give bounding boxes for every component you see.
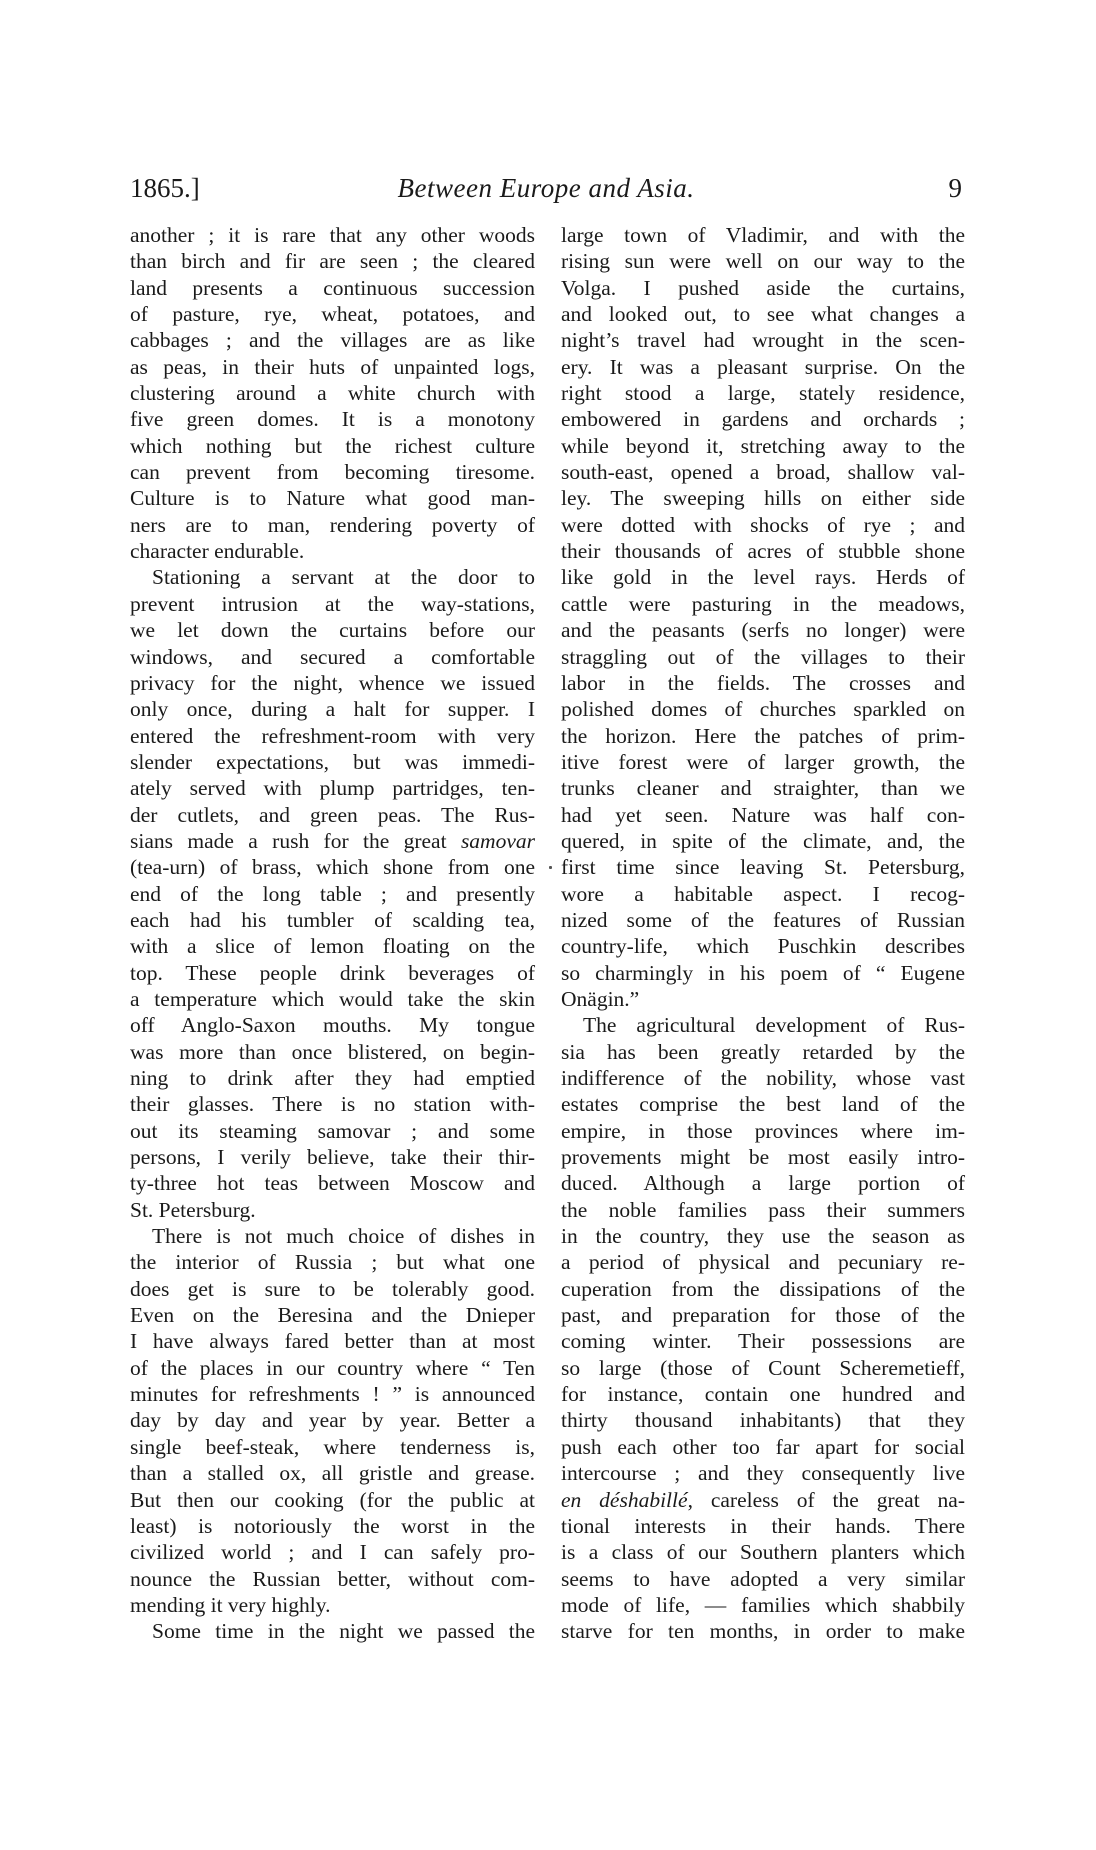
text-line	[561, 512, 965, 538]
line-text: minutes for refreshments ! ” is announced	[130, 1382, 535, 1407]
text-line	[561, 301, 965, 327]
text-line	[130, 327, 535, 353]
line-text: as peas, in their huts of unpainted logs,	[130, 354, 535, 379]
text-line	[130, 960, 535, 986]
line-text: The agricultural development of Rus-	[583, 1013, 965, 1038]
line-text: I have always fared better than at most	[130, 1329, 535, 1354]
text-line	[561, 881, 965, 907]
text-line	[561, 749, 965, 775]
text-line	[130, 1355, 535, 1381]
line-text: least) is notoriously the worst in the	[130, 1513, 535, 1538]
text-line	[561, 1355, 965, 1381]
line-text: south-east, opened a broad, shallow val-	[561, 460, 965, 485]
text-line	[130, 512, 535, 538]
line-text: sians made a rush for the great	[130, 828, 461, 853]
text-line	[561, 275, 965, 301]
line-text: cuperation from the dissipations of the	[561, 1276, 965, 1301]
line-text: day by day and year by year. Better a	[130, 1408, 535, 1433]
line-text: There is not much choice of dishes in	[152, 1224, 535, 1249]
text-line	[130, 1539, 535, 1565]
line-text: land presents a continuous succession	[130, 275, 535, 300]
text-line	[561, 1276, 965, 1302]
line-text: past, and preparation for those of the	[561, 1303, 965, 1328]
line-text: ley. The sweeping hills on either side	[561, 486, 965, 511]
line-text: had yet seen. Nature was half con-	[561, 802, 965, 827]
line-text: St. Petersburg.	[130, 1197, 256, 1222]
text-line	[561, 1434, 965, 1460]
line-text: five green domes. It is a monotony	[130, 407, 535, 432]
text-line	[561, 854, 965, 880]
text-line	[561, 1513, 965, 1539]
text-line	[130, 380, 535, 406]
line-text: for instance, contain one hundred and	[561, 1382, 965, 1407]
text-line	[561, 1197, 965, 1223]
line-text: and looked out, to see what changes a	[561, 302, 965, 327]
line-text: quered, in spite of the climate, and, the	[561, 828, 965, 853]
line-text: privacy for the night, whence we issued	[130, 670, 535, 695]
text-line	[130, 564, 535, 590]
text-line	[130, 1012, 535, 1038]
line-text: indifference of the nobility, whose vast	[561, 1066, 965, 1090]
line-text: in the country, they use the season as	[561, 1224, 965, 1249]
line-text: slender expectations, but was immedi-	[130, 749, 535, 774]
line-text: empire, in those provinces where im-	[561, 1118, 965, 1143]
text-line	[561, 802, 965, 828]
line-text: (tea-urn) of brass, which shone from one	[130, 855, 535, 880]
line-text: out its steaming samovar ; and some	[130, 1118, 535, 1143]
line-text: end of the long table ; and presently	[130, 881, 535, 906]
line-text: country-life, which Puschkin describes	[561, 934, 965, 959]
line-text: polished domes of churches sparkled on	[561, 697, 965, 722]
running-head	[130, 168, 962, 208]
line-text: estates comprise the best land of the	[561, 1092, 965, 1117]
text-line	[130, 538, 535, 564]
text-line	[561, 775, 965, 801]
line-text: labor in the fields. The crosses and	[561, 670, 965, 695]
text-line	[130, 775, 535, 801]
text-line	[130, 1276, 535, 1302]
line-text: first time since leaving St. Petersburg,	[561, 855, 965, 880]
text-line	[561, 1539, 965, 1565]
text-line	[130, 1091, 535, 1117]
line-text: so large (those of Count Scheremetieff,	[561, 1355, 965, 1380]
line-text: tional interests in their hands. There	[561, 1513, 965, 1538]
line-text: mode of life, — families which shabbily	[561, 1592, 965, 1617]
text-line	[130, 248, 535, 274]
line-text: wore a habitable aspect. I recog-	[561, 881, 965, 906]
line-text: with a slice of lemon floating on the	[130, 934, 535, 959]
text-line	[561, 459, 965, 485]
line-text: off Anglo-Saxon mouths. My tongue	[130, 1013, 535, 1038]
text-line	[561, 1328, 965, 1354]
line-text: prevent intrusion at the way-stations,	[130, 591, 535, 616]
text-line	[130, 1566, 535, 1592]
line-text: Onägin.”	[561, 986, 640, 1011]
text-line	[561, 1170, 965, 1196]
line-text: , careless of the great na-	[687, 1487, 965, 1512]
text-line	[561, 1487, 965, 1513]
text-line	[130, 1065, 535, 1091]
line-text: clustering around a white church with	[130, 381, 535, 406]
text-line	[561, 1460, 965, 1486]
text-line	[130, 222, 535, 248]
text-line	[130, 1460, 535, 1486]
line-text: their thousands of acres of stubble shone	[561, 539, 965, 564]
line-text: each had his tumbler of scalding tea,	[130, 907, 535, 932]
line-text: nounce the Russian better, without com-	[130, 1566, 535, 1591]
text-line	[561, 222, 965, 248]
text-line	[130, 1170, 535, 1196]
line-text: trunks cleaner and straighter, than we	[561, 776, 965, 801]
text-line	[130, 1328, 535, 1354]
text-line	[561, 1592, 965, 1618]
text-line	[561, 485, 965, 511]
line-text: was more than once blistered, on begin-	[130, 1039, 535, 1064]
text-line	[130, 354, 535, 380]
line-text: nized some of the features of Russian	[561, 907, 965, 932]
line-text: provements might be most easily intro-	[561, 1145, 965, 1170]
text-line	[561, 644, 965, 670]
text-line	[561, 907, 965, 933]
line-text: ners are to man, rendering poverty of	[130, 512, 535, 537]
line-text: Volga. I pushed aside the curtains,	[561, 275, 965, 300]
text-line	[130, 1118, 535, 1144]
line-text: their glasses. There is no station with-	[130, 1092, 535, 1117]
text-line	[561, 1012, 965, 1038]
text-line	[561, 248, 965, 274]
text-line	[130, 933, 535, 959]
text-line	[130, 828, 535, 854]
text-line	[561, 1118, 965, 1144]
text-line	[130, 723, 535, 749]
line-text: another ; it is rare that any other woods	[130, 223, 535, 247]
line-text: coming winter. Their possessions are	[561, 1329, 965, 1354]
text-line	[130, 1223, 535, 1249]
text-line	[130, 907, 535, 933]
text-line	[130, 1618, 535, 1644]
line-text: mending it very highly.	[130, 1592, 331, 1617]
italic-phrase: en déshabillé	[561, 1487, 688, 1512]
text-line	[561, 1566, 965, 1592]
line-text: only once, during a halt for supper. I	[130, 697, 535, 722]
line-text: we let down the curtains before our	[130, 618, 535, 643]
text-line	[561, 670, 965, 696]
text-line	[130, 591, 535, 617]
left-text-column	[130, 222, 535, 1645]
line-text: and the peasants (serfs no longer) were	[561, 618, 965, 643]
line-text: a period of physical and pecuniary re-	[561, 1250, 965, 1275]
line-text: ery. It was a pleasant surprise. On the	[561, 354, 965, 379]
line-text: entered the refreshment-room with very	[130, 723, 535, 748]
line-text: Even on the Beresina and the Dnieper	[130, 1303, 535, 1328]
line-text: large town of Vladimir, and with the	[561, 223, 965, 247]
line-text: the interior of Russia ; but what one	[130, 1250, 535, 1275]
text-line	[561, 1223, 965, 1249]
line-text: so charmingly in his poem of “ Eugene	[561, 960, 965, 985]
text-line	[130, 485, 535, 511]
text-line	[561, 1302, 965, 1328]
line-text: than birch and fir are seen ; the cleared	[130, 249, 535, 274]
line-text: itive forest were of larger growth, the	[561, 749, 965, 774]
line-text: ately served with plump partridges, ten-	[130, 776, 535, 801]
text-line	[130, 670, 535, 696]
text-line	[561, 538, 965, 564]
text-line	[561, 354, 965, 380]
line-text: does get is sure to be tolerably good.	[130, 1276, 535, 1301]
text-line	[130, 301, 535, 327]
text-line	[130, 1434, 535, 1460]
line-text: der cutlets, and green peas. The Rus-	[130, 802, 535, 827]
line-text: But then our cooking (for the public at	[130, 1487, 535, 1512]
line-text: starve for ten months, in order to make	[561, 1619, 965, 1644]
right-text-column	[561, 222, 965, 1645]
text-line	[561, 433, 965, 459]
text-line	[130, 1302, 535, 1328]
line-text: like gold in the level rays. Herds of	[561, 565, 965, 590]
text-line	[130, 1487, 535, 1513]
text-line	[561, 1091, 965, 1117]
line-text: Culture is to Nature what good man-	[130, 486, 535, 511]
text-line	[130, 1381, 535, 1407]
text-line	[561, 327, 965, 353]
text-line	[130, 1592, 535, 1618]
text-line	[561, 1407, 965, 1433]
line-text: while beyond it, stretching away to the	[561, 433, 965, 458]
text-line	[561, 1144, 965, 1170]
line-text: cabbages ; and the villages are as like	[130, 328, 535, 353]
line-text: character endurable.	[130, 539, 305, 564]
text-line	[130, 644, 535, 670]
text-line	[130, 1197, 535, 1223]
line-text: which nothing but the richest culture	[130, 433, 535, 458]
line-text: push each other too far apart for social	[561, 1434, 965, 1459]
text-line	[130, 749, 535, 775]
text-line	[561, 828, 965, 854]
line-text: is a class of our Southern planters which	[561, 1540, 965, 1565]
text-line	[561, 1065, 965, 1091]
line-text: of the places in our country where “ Ten	[130, 1355, 535, 1380]
text-line	[130, 802, 535, 828]
line-text: seems to have adopted a very similar	[561, 1566, 965, 1591]
line-text: were dotted with shocks of rye ; and	[561, 512, 965, 537]
text-line	[130, 1249, 535, 1275]
text-line	[130, 1407, 535, 1433]
text-line	[561, 1381, 965, 1407]
text-line	[561, 1039, 965, 1065]
text-line	[130, 617, 535, 643]
line-text: than a stalled ox, all gristle and grease.	[130, 1461, 535, 1486]
page-number: 9	[948, 173, 962, 203]
line-text: ning to drink after they had emptied	[130, 1066, 535, 1090]
text-line	[130, 406, 535, 432]
line-text: a temperature which would take the skin	[130, 986, 535, 1011]
text-line	[561, 406, 965, 432]
line-text: embowered in gardens and orchards ;	[561, 407, 965, 432]
text-line	[561, 960, 965, 986]
line-text: civilized world ; and I can safely pro-	[130, 1540, 535, 1565]
text-line	[561, 564, 965, 590]
text-line	[130, 881, 535, 907]
text-line	[130, 433, 535, 459]
line-text: of pasture, rye, wheat, potatoes, and	[130, 302, 535, 327]
text-line	[561, 723, 965, 749]
text-line	[130, 986, 535, 1012]
line-text: intercourse ; and they consequently live	[561, 1461, 965, 1486]
line-text: duced. Although a large portion of	[561, 1171, 965, 1196]
text-line	[130, 459, 535, 485]
line-text: ty-three hot teas between Moscow and	[130, 1171, 535, 1196]
text-line	[561, 1618, 965, 1644]
line-text: single beef-steak, where tenderness is,	[130, 1434, 535, 1459]
line-text: right stood a large, stately residence,	[561, 381, 965, 406]
text-line	[561, 933, 965, 959]
text-line	[130, 1144, 535, 1170]
line-text: thirty thousand inhabitants) that they	[561, 1408, 965, 1433]
text-line	[561, 696, 965, 722]
italic-phrase: samovar	[460, 828, 535, 853]
line-text: straggling out of the villages to their	[561, 644, 965, 669]
text-line	[130, 1039, 535, 1065]
line-text: the noble families pass their summers	[561, 1197, 965, 1222]
running-head-title: Between Europe and Asia.	[397, 173, 695, 203]
line-text: night’s travel had wrought in the scen-	[561, 328, 965, 353]
running-head-year: 1865.]	[130, 173, 200, 203]
line-text: windows, and secured a comfortable	[130, 644, 535, 669]
text-line	[561, 1249, 965, 1275]
print-speck	[549, 866, 552, 869]
line-text: persons, I verily believe, take their thir-	[130, 1145, 535, 1170]
text-line	[561, 617, 965, 643]
text-line	[561, 591, 965, 617]
line-text: sia has been greatly retarded by the	[561, 1039, 965, 1064]
text-line	[130, 696, 535, 722]
line-text: can prevent from becoming tiresome.	[130, 460, 535, 485]
text-line	[130, 854, 535, 880]
line-text: Some time in the night we passed the	[152, 1619, 535, 1644]
line-text: rising sun were well on our way to the	[561, 249, 965, 274]
text-line	[130, 275, 535, 301]
text-line	[561, 380, 965, 406]
line-text: Stationing a servant at the door to	[152, 565, 535, 590]
line-text: cattle were pasturing in the meadows,	[561, 591, 965, 616]
line-text: top. These people drink beverages of	[130, 960, 535, 985]
text-line	[130, 1513, 535, 1539]
line-text: the horizon. Here the patches of prim-	[561, 723, 965, 748]
text-line	[561, 986, 965, 1012]
